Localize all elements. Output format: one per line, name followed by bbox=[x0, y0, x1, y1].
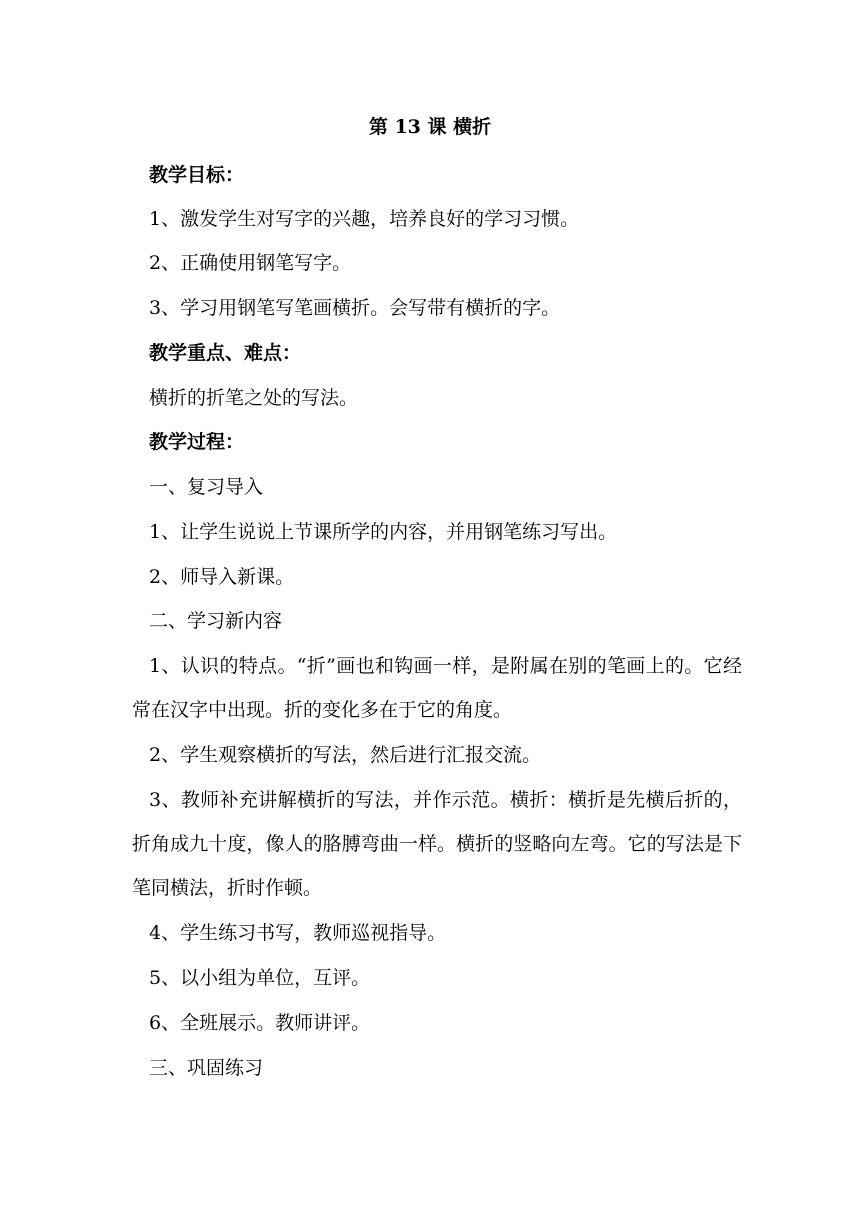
process-step: 6、全班展示。教师讲评。 bbox=[149, 1012, 371, 1034]
process-subheading: 一、复习导入 bbox=[149, 476, 264, 498]
section-heading-objectives: 教学目标： bbox=[149, 164, 245, 186]
process-step: 2、学生观察横折的写法，然后进行汇报交流。 bbox=[149, 744, 542, 766]
process-step: 4、学生练习书写，教师巡视指导。 bbox=[149, 922, 447, 944]
section-heading-process: 教学过程： bbox=[149, 431, 245, 453]
process-step: 1、认识的特点。“折”画也和钩画一样，是附属在别的笔画上的。它经常在汉字中出现。折的变化多在于它的角度。 bbox=[132, 655, 742, 721]
objective-item: 2、正确使用钢笔写字。 bbox=[149, 252, 352, 274]
lesson-title: 第 13 课 横折 bbox=[368, 116, 492, 138]
key-point-text: 横折的折笔之处的写法。 bbox=[149, 387, 359, 409]
process-step: 3、教师补充讲解横折的写法，并作示范。横折：横折是先横后折的，折角成九十度，像人的胳膊弯曲一样。横折的竖略向左弯。它的写法是下笔同横法，折时作顿。 bbox=[132, 789, 742, 899]
objective-item: 1、激发学生对写字的兴趣，培养良好的学习习惯。 bbox=[149, 208, 580, 230]
process-step: 2、师导入新课。 bbox=[149, 566, 295, 588]
process-subheading: 三、巩固练习 bbox=[149, 1057, 264, 1079]
process-step: 5、以小组为单位，互评。 bbox=[149, 967, 371, 989]
process-step: 1、让学生说说上节课所学的内容，并用钢笔练习写出。 bbox=[149, 521, 618, 543]
objective-item: 3、学习用钢笔写笔画横折。会写带有横折的字。 bbox=[149, 297, 561, 319]
process-subheading: 二、学习新内容 bbox=[149, 610, 283, 632]
section-heading-key-points: 教学重点、难点： bbox=[149, 342, 302, 364]
